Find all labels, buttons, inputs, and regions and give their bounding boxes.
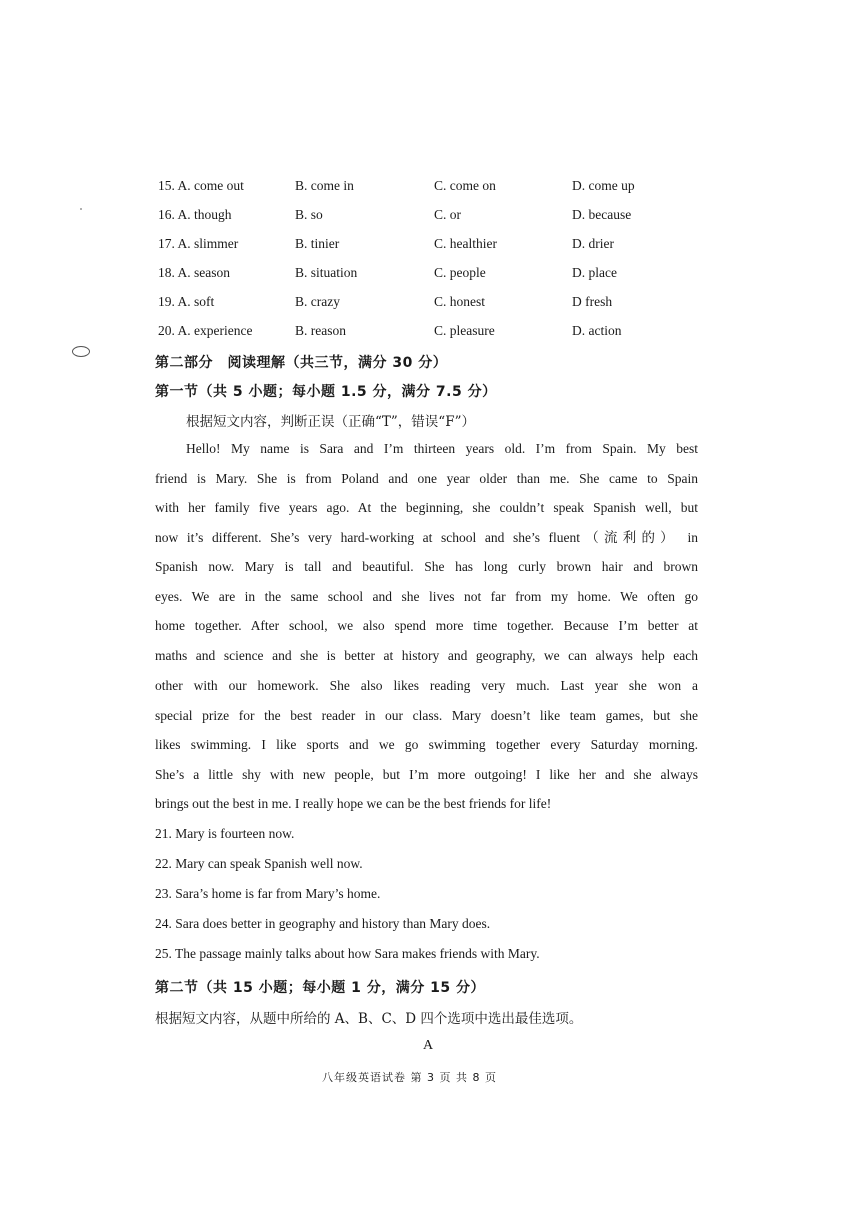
option-b: B. so	[295, 207, 323, 222]
question-21: 21. Mary is fourteen now.	[155, 826, 295, 841]
passage-line: other with our homework. She also likes reading very much. Last year she won a	[155, 678, 698, 693]
option-row	[0, 294, 867, 316]
option-row	[0, 178, 867, 200]
passage-line: She’s a little shy with new people, but I’m more outgoing! I like her and she always	[155, 767, 698, 782]
option-a: 15. A. come out	[158, 178, 244, 193]
option-a: 20. A. experience	[158, 323, 253, 338]
option-b: B. reason	[295, 323, 346, 338]
passage-line: Spanish now. Mary is tall and beautiful. She has long curly brown hair and brown	[155, 559, 698, 574]
option-d: D. drier	[572, 236, 614, 251]
option-c: C. come on	[434, 178, 496, 193]
question-22: 22. Mary can speak Spanish well now.	[155, 856, 363, 871]
question-23: 23. Sara’s home is far from Mary’s home.	[155, 886, 381, 901]
section2-heading: 第二节（共 15 小题；每小题 1 分，满分 15 分）	[155, 980, 485, 996]
passage-line: maths and science and she is better at history and geography, we can always help each	[155, 648, 698, 663]
option-b: B. situation	[295, 265, 358, 280]
part2-heading: 第二部分 阅读理解（共三节，满分 30 分）	[155, 355, 448, 371]
question-24: 24. Sara does better in geography and history than Mary does.	[155, 916, 491, 931]
option-c: C. healthier	[434, 236, 497, 251]
option-c: C. people	[434, 265, 486, 280]
passage-line: home together. After school, we also spend more time together. Because I’m better at	[155, 618, 698, 633]
section2-instruction: 根据短文内容，从题中所给的 A、B、C、D 四个选项中选出最佳选项。	[155, 1011, 583, 1027]
passage-line: friend is Mary. She is from Poland and one year older than me. She came to Spain	[155, 471, 698, 486]
option-d: D. action	[572, 323, 622, 338]
option-b: B. come in	[295, 178, 354, 193]
option-d: D. because	[572, 207, 632, 222]
option-d: D fresh	[572, 294, 613, 309]
option-c: C. pleasure	[434, 323, 495, 338]
passage-a-label: A	[423, 1038, 434, 1053]
option-a: 19. A. soft	[158, 294, 215, 309]
option-a: 17. A. slimmer	[158, 236, 239, 251]
passage-line: now it’s different. She’s very hard-working at school and she’s fluent（流利的） in	[155, 530, 698, 545]
option-row	[0, 265, 867, 287]
option-row	[0, 236, 867, 258]
question-25: 25. The passage mainly talks about how Sara makes friends with Mary.	[155, 946, 540, 961]
passage-line: brings out the best in me. I really hope we can be the best friends for life!	[155, 796, 552, 811]
option-row	[0, 207, 867, 229]
option-d: D. place	[572, 265, 617, 280]
passage-line: special prize for the best reader in our class. Mary doesn’t like team games, but she	[155, 708, 698, 723]
section1-instruction: 根据短文内容，判断正误（正确“T”，错误“F”）	[186, 414, 475, 430]
passage-line: Hello! My name is Sara and I’m thirteen years old. I’m from Spain. My best	[186, 441, 698, 456]
option-b: B. tinier	[295, 236, 340, 251]
option-a: 18. A. season	[158, 265, 230, 280]
page-footer: 八年级英语试卷 第 3 页 共 8 页	[322, 1071, 497, 1084]
margin-mark	[72, 346, 90, 357]
passage-line: eyes. We are in the same school and she lives not far from my home. We often go	[155, 589, 698, 604]
option-d: D. come up	[572, 178, 635, 193]
passage-line: with her family five years ago. At the beginning, she couldn’t speak Spanish well, but	[155, 500, 698, 515]
passage-line: likes swimming. I like sports and we go swimming together every Saturday morning.	[155, 737, 698, 752]
option-row	[0, 323, 867, 345]
option-a: 16. A. though	[158, 207, 232, 222]
option-c: C. honest	[434, 294, 486, 309]
option-c: C. or	[434, 207, 461, 222]
option-b: B. crazy	[295, 294, 340, 309]
section1-heading: 第一节（共 5 小题；每小题 1.5 分，满分 7.5 分）	[155, 384, 497, 400]
